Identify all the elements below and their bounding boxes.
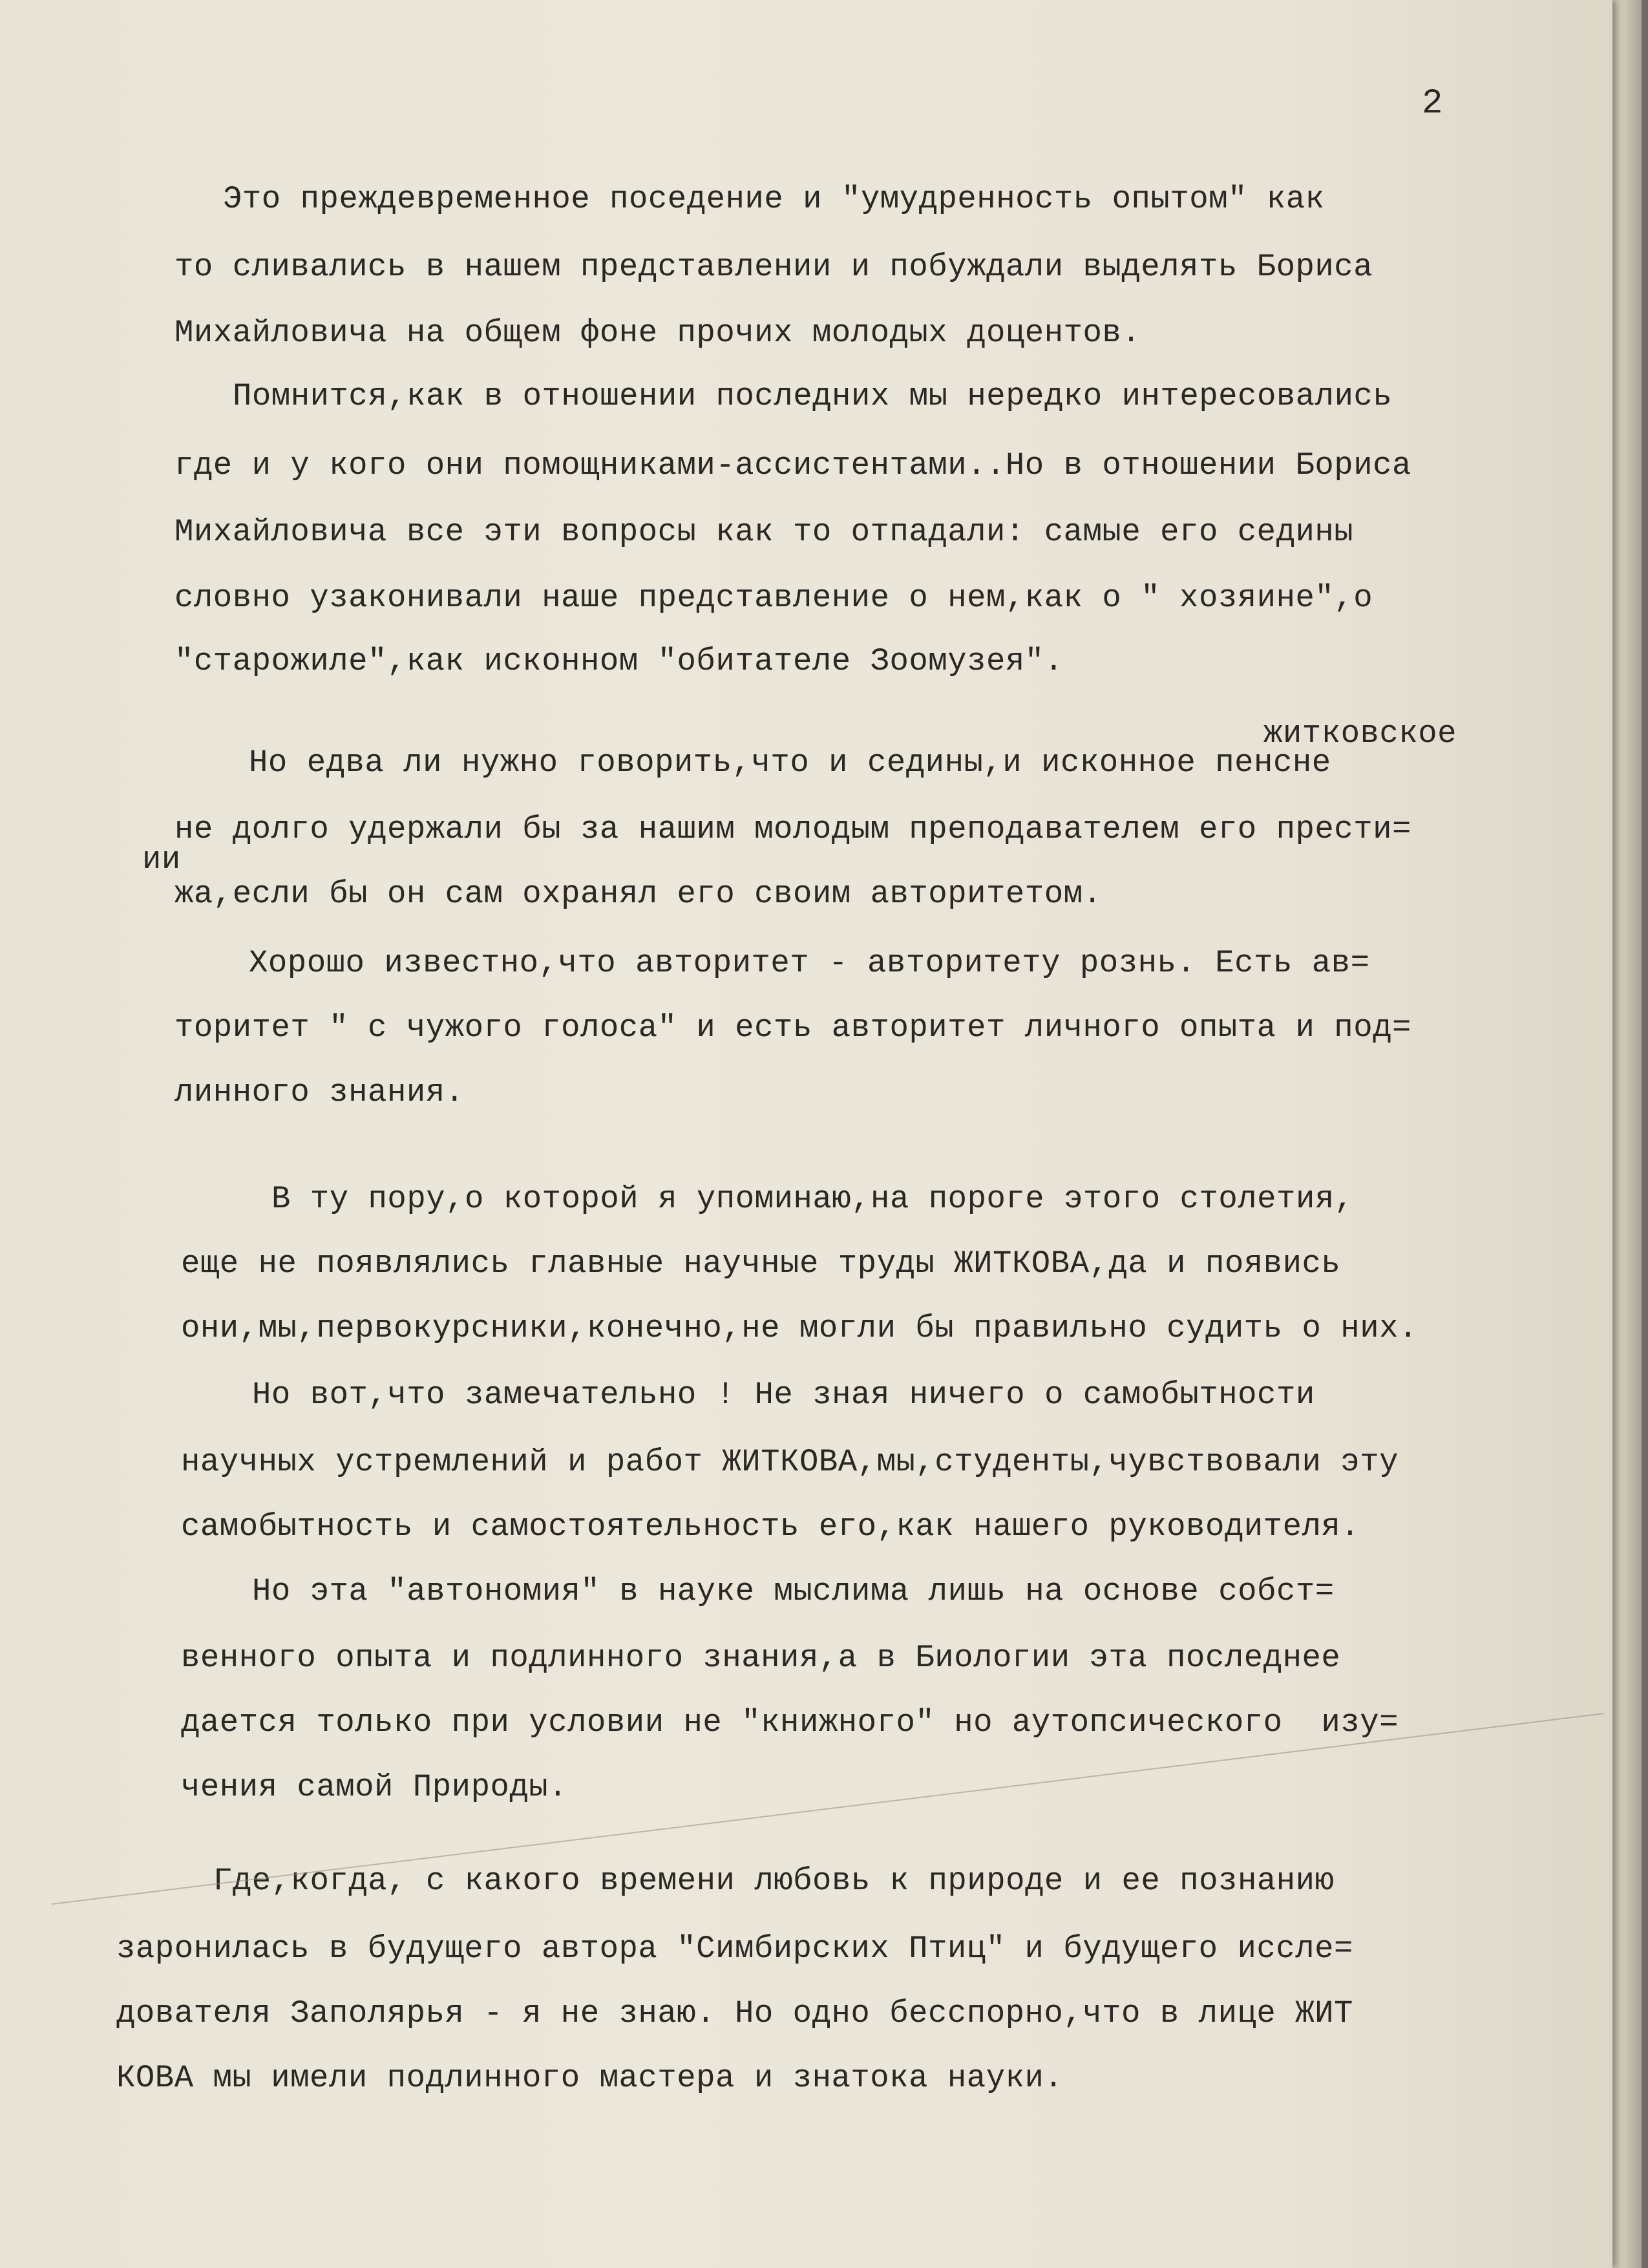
text-line: Хорошо известно,что авторитет - авторитету рознь. Есть ав= xyxy=(249,945,1370,981)
text-line: линного знания. xyxy=(174,1074,465,1110)
text-line: Но едва ли нужно говорить,что и седины,и исконное пенсне xyxy=(249,745,1331,781)
text-line: заронилась в будущего автора "Симбирских Птиц" и будущего иссле= xyxy=(116,1931,1353,1967)
text-line: словно узаконивали наше представление о нем,как о " хозяине",о xyxy=(174,580,1373,616)
interlinear-insertion: житковское xyxy=(1263,715,1457,752)
text-line: дователя Заполярья - я не знаю. Но одно бесспорно,что в лице ЖИТ xyxy=(116,1995,1353,2031)
text-line: то сливались в нашем представлении и побуждали выделять Бориса xyxy=(174,249,1373,285)
text-line: Михайловича на общем фоне прочих молодых доцентов. xyxy=(174,315,1141,351)
text-line: еще не появлялись главные научные труды ЖИТКОВА,да и появись xyxy=(181,1245,1341,1282)
text-line: Это преждевременное поседение и "умудренность опытом" как xyxy=(223,181,1325,217)
text-line: дается только при условии не "книжного" но аутопсического изу= xyxy=(181,1704,1399,1741)
text-line: они,мы,первокурсники,конечно,не могли бы правильно судить о них. xyxy=(181,1310,1418,1346)
text-line: Михайловича все эти вопросы как то отпадали: самые его седины xyxy=(174,514,1354,550)
text-line: самобытность и самостоятельность его,как нашего руководителя. xyxy=(181,1509,1360,1545)
text-line: чения самой Природы. xyxy=(181,1769,568,1805)
text-line: жа,если бы он сам охранял его своим авторитетом. xyxy=(174,876,1103,912)
text-line: "старожиле",как исконном "обитателе Зоомузея". xyxy=(174,643,1064,679)
page-number: 2 xyxy=(1422,84,1443,123)
text-line: Но эта "автономия" в науке мыслима лишь на основе собст= xyxy=(252,1573,1335,1609)
text-line: В ту пору,о которой я упоминаю,на пороге этого столетия, xyxy=(271,1181,1354,1217)
text-line: Где,когда, с какого времени любовь к природе и ее познанию xyxy=(213,1863,1335,1899)
text-line: венного опыта и подлинного знания,а в Биологии эта последнее xyxy=(181,1640,1341,1676)
text-line: торитет " с чужого голоса" и есть авторитет личного опыта и под= xyxy=(174,1010,1411,1046)
text-line: КОВА мы имели подлинного мастера и знатока науки. xyxy=(116,2060,1064,2096)
text-line: не долго удержали бы за нашим молодым преподавателем его прести= xyxy=(174,811,1411,847)
text-line: научных устремлений и работ ЖИТКОВА,мы,студенты,чувствовали эту xyxy=(181,1444,1399,1480)
text-line: где и у кого они помощниками-ассистентами..Но в отношении Бориса xyxy=(174,447,1411,483)
text-line: Но вот,что замечательно ! Не зная ничего о самобытности xyxy=(252,1377,1315,1413)
margin-insertion: ии xyxy=(142,842,181,878)
text-line: Помнится,как в отношении последних мы нередко интересовались xyxy=(233,378,1393,414)
